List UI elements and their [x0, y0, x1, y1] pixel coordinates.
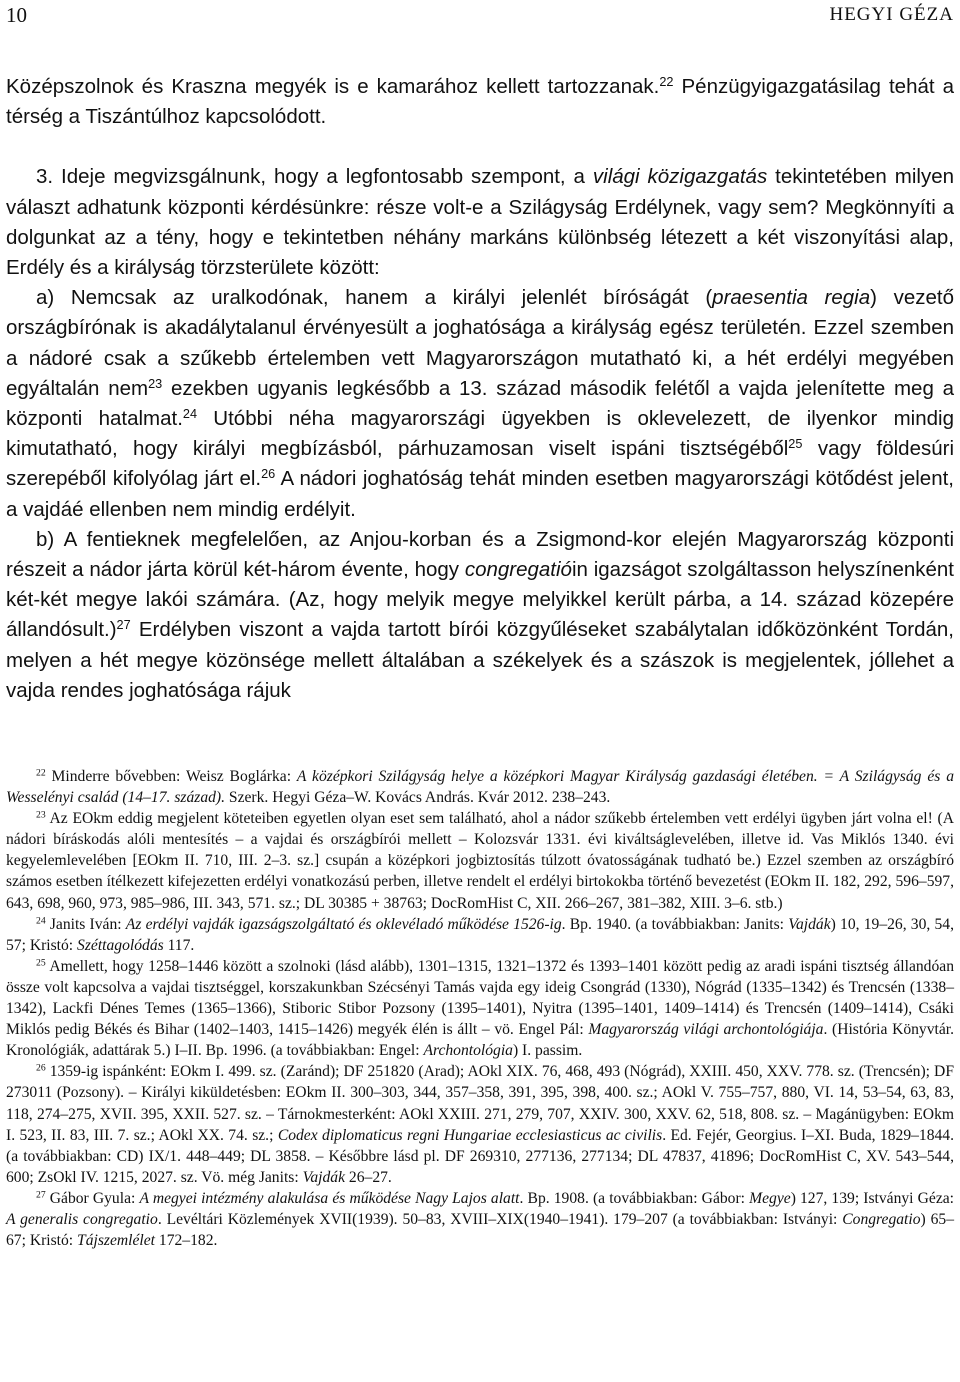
footnote-number: 25 — [36, 957, 46, 969]
footnote-number: 26 — [36, 1063, 46, 1074]
running-head: HEGYI GÉZA — [829, 4, 954, 25]
paragraph-2: a) Nemcsak az uralkodónak, hanem a királyi jelenlét bíróságát (praesentia regia) vezető országbírónak is akadálytalanul érvényesült a joghatósága a királyság egész területén. Ezzel szemben a nádoré csak a szűkebb értelemben vett Magyarországon mutatható ki, a hét erdélyi megyében egyáltalán nem$^{23}$ ezekben ugyanis legkésőbb a 13. század második felétől a vajda jelenítette meg a központi hatalmat.$^{24}$ Utóbbi néha magyarországi ügyekben is oklevelezett, de ilyenkor mindig kimutatható, hogy királyi megbízásból, párhuzamosan viselt ispáni tisztségéből$^{25}$ vagy földesúri szerepéből kifolyólag járt el.$^{26}$ A nádori joghatóság tehát minden esetben magyarországi kötődést jelent, a vajdáé ellenben nem mindig erdélyit. — [6, 286, 955, 521]
footnote-ref-26[interactable]: 26 — [261, 466, 276, 482]
paragraph-1: 3. Ideje megvizsgálnunk, hogy a legfontosabb szempont, a világi közigazgatás tekintetében milyen választ adhatunk központi kérdésünkre: része volt-e a Szilágyság Erdélynek, vagy sem? Megkönnyíti a dolgunkat az a tény, hogy e tekintetben néhány markáns különbség létezett a két viszonyítási alap, Erdély és a királyság törzsterülete között: — [6, 165, 954, 280]
footnote-ref-23[interactable]: 23 — [148, 375, 163, 391]
footnote-ref-25[interactable]: 25 — [788, 436, 803, 452]
footnote-number: 23 — [36, 809, 46, 821]
footnote-number: 27 — [36, 1189, 46, 1201]
footnote-24: $^{24}$ Janits Iván: Az erdélyi vajdák igazságszolgáltató és oklevéladó működése 1526-ig. Bp. 1940. (a továbbiakban: Janits: Vajdák) 10, 19–26, 30, 54, 57; Kristó: Széttagolódás 117. — [6, 915, 954, 954]
footnote-ref-27[interactable]: 27 — [116, 617, 131, 633]
paragraph-0: Középszolnok és Kraszna megyék is e kamarához kellett tartozzanak.$^{22}$ Pénzügyigazgatásilag tehát a térség a Tiszántúlhoz kapcsolódott. — [6, 74, 955, 129]
footnote-number: 24 — [36, 915, 46, 927]
paragraph-3: b) A fentieknek megfelelően, az Anjou-korban és a Zsigmond-kor elején Magyarország központi részeit a nádor járta körül két-három évente, hogy congregatióin igazságot szolgáltasson helyszínenként két-két megye lakói számára. (Az, hogy melyik megye melyikkel került párba, a 14. század közepére állandósult.)$^{27}$ Erdélyben viszont a vajda tartott bírói közgyűléseket szabálytalan időközönként Tordán, melyen a hét megye közönsége mellett általában a székelyek és a szászok is megjelentek, jóllehet a vajda rendes joghatósága rájuk — [6, 527, 954, 702]
footnote-number: 22 — [36, 767, 46, 779]
footnote-25: $^{25}$ Amellett, hogy 1258–1446 között a szolnoki (lásd alább), 1301–1315, 1321–1372 és 1393–1401 között pedig az aradi ispáni tisztség állandóan össze volt kapcsolva a vajdai tisztséggel, korszakunkban Szécsényi Tamás vajda egy ideig Csongrád (1330), Nógrád (1335–1342) és Trencsén (1338–1342), Lackfi Dénes Temes (1365–1366), Stiboric Stibor Pozsony (1395–1401), Nyitra (1395–1401, 1409–1414) és Trencsén (1409–1414), Csáki Miklós pedig Békés és Bihar (1402–1403, 1415–1426) megyék élén is állt – vö. Engel Pál: Magyarország világi archontológiája. (História Könyvtár. Kronológiák, adattárak 5.) I–II. Bp. 1996. (a továbbiakban: Engel: Archontológia) I. passim. — [6, 957, 955, 1060]
page-header — [6, 2, 954, 28]
footnote-26: $^{26}$ 1359-ig ispánként: EOkm I. 499. sz. (Zaránd); DF 251820 (Arad); AOkl XIX. 76, 468, 493 (Nógrád), XXIII. 450, XXV. 778. sz. (Trencsén); DF 273011 (Pozsony). – Királyi kiküldetésben: EOkm II. 300–303, 344, 357–358, 391, 395, 398, 400. sz.; AOkl V. 755–757, 880, VI. 14, 53–54, 63, 83, 118, 274–275, XVII. 395, XXII. 527. sz. – Tárnokmesterként: AOkl XXIII. 271, 279, 707, XXIV. 300, XXV. 62, 518, 808. sz. – Magánügyben: EOkm I. 523, II. 83, III. 7. sz.; AOkl XX. 74. sz.; Codex diplomaticus regni Hungariae ecclesiasticus ac civilis. Ed. Fejér, Georgius. I–XI. Buda, 1829–1844. (a továbbiakban: CD) IX/1. 448–449; DL 3858. – Későbbre lásd pl. DF 269310, 277136, 277134; DL 47837, 41896; DocRomHist C, XV. 543–544, 600; ZsOkl IV. 1215, 2027. sz. Vö. még Janits: Vajdák 26–27. — [6, 1063, 954, 1186]
footnote-22: $^{22}$ Minderre bővebben: Weisz Boglárka: A középkori Szilágyság helye a középkori Magyar Királyság gazdasági életében. = A Szilágyság és a Wesselényi család (14–17. század). Szerk. Hegyi Géza–W. Kovács András. Kvár 2012. 238–243. — [6, 767, 954, 807]
page-number: 10 — [6, 3, 27, 27]
footnote-27: $^{27}$ Gábor Gyula: A megyei intézmény alakulása és működése Nagy Lajos alatt. Bp. 1908. (a továbbiakban: Gábor: Megye) 127, 139; Istványi Géza: A generalis congregatio. Levéltári Közlemények XVII(1939). 50–83, XVIII–XIX(1940–1941). 179–207 (a továbbiakban: Istványi: Congregatio) 65–67; Kristó: Tájszemlélet 172–182. — [6, 1189, 954, 1250]
paragraph-gap — [6, 132, 954, 162]
footnotes — [6, 766, 954, 1251]
main-text — [6, 72, 954, 706]
footnote-ref-22[interactable]: 22 — [659, 74, 674, 90]
footnote-ref-24[interactable]: 24 — [182, 406, 198, 422]
footnote-23: $^{23}$ Az EOkm eddig megjelent köteteiben egyetlen olyan eset sem található, ahol a nádor szűkebb értelemben vett erdélyi ügyben járt volna el! (A nádori bíráskodás alóli mentesítés – a vajdai és országbírói mellett – Kolozsvár 1331. évi kiváltságlevelében, illetve id. Vas Miklós 1340. évi kegyelemlevelében [EOkm II. 710, III. 2–3. sz.] csupán a középkori jogbiztosítás túlzott óvatosságának tudható be.) Ezzel szemben az országbíró számos esetben ítélkezett kifejezetten erdélyi vonatkozású perben, illetve rendelt el erdélyi birtokokba történő bevezetést (EOkm II. 182, 292, 596–597, 643, 698, 960, 973, 985–986, III. 343, 571. sz.; DL 30385 + 38763; DocRomHist C, XII. 266–267, 381–382, XIII. 3–6. stb.) — [6, 809, 954, 912]
